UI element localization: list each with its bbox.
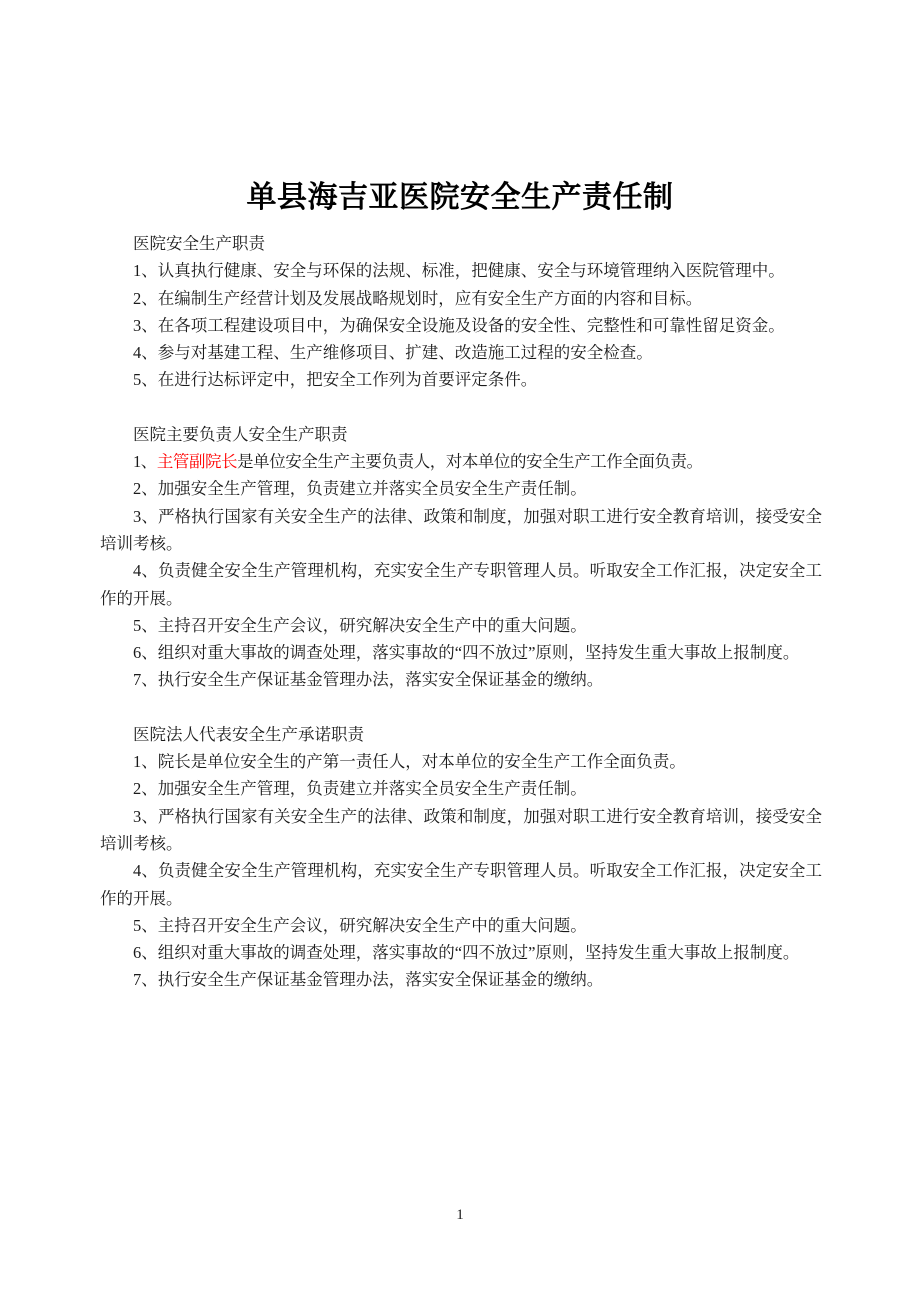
section-item: 2、加强安全生产管理，负责建立并落实全员安全生产责任制。 bbox=[133, 479, 587, 499]
page-title: 单县海吉亚医院安全生产责任制 bbox=[246, 181, 674, 215]
section-heading: 医院安全生产职责 bbox=[133, 234, 265, 253]
section-item: 1、院长是单位安全生的产第一责任人，对本单位的安全生产工作全面负责。 bbox=[133, 752, 686, 772]
section-principal-responsible-person-duties bbox=[100, 421, 822, 694]
page-number: 1 bbox=[456, 1207, 464, 1223]
section-item: 7、执行安全生产保证基金管理办法，落实安全保证基金的缴纳。 bbox=[133, 970, 604, 990]
section-item: 3、严格执行国家有关安全生产的法律、政策和制度，加强对职工进行安全教育培训，接受安全培训考核。 bbox=[100, 806, 822, 853]
section-item-highlighted bbox=[100, 448, 822, 475]
section-heading: 医院主要负责人安全生产职责 bbox=[133, 424, 348, 444]
section-item: 3、严格执行国家有关安全生产的法律、政策和制度，加强对职工进行安全教育培训，接受安全培训考核。 bbox=[100, 506, 822, 553]
section-item: 4、负责健全安全生产管理机构，充实安全生产专职管理人员。听取安全工作汇报，决定安全工作的开展。 bbox=[100, 561, 822, 608]
item-body-text: 是单位安全生产主要负责人，对本单位的安全生产工作全面负责。 bbox=[237, 452, 703, 472]
section-item: 2、在编制生产经营计划及发展战略规划时，应有安全生产方面的内容和目标。 bbox=[133, 288, 703, 308]
section-item: 4、负责健全安全生产管理机构，充实安全生产专职管理人员。听取安全工作汇报，决定安全工作的开展。 bbox=[100, 861, 822, 908]
section-item: 3、在各项工程建设项目中，为确保安全设施及设备的安全性、完整性和可靠性留足资金。 bbox=[133, 315, 785, 335]
section-item: 7、执行安全生产保证基金管理办法，落实安全保证基金的缴纳。 bbox=[133, 670, 604, 690]
section-legal-representative-commitment-duties bbox=[100, 721, 822, 994]
highlighted-role-text: 主管副院长 bbox=[156, 452, 238, 472]
section-item: 2、加强安全生产管理，负责建立并落实全员安全生产责任制。 bbox=[133, 779, 587, 799]
section-item: 6、组织对重大事故的调查处理，落实事故的“四不放过”原则，坚持发生重大事故上报制度。 bbox=[133, 643, 800, 663]
document-body bbox=[100, 230, 822, 994]
section-heading: 医院法人代表安全生产承诺职责 bbox=[133, 724, 364, 744]
section-item: 5、主持召开安全生产会议，研究解决安全生产中的重大问题。 bbox=[133, 615, 587, 635]
item-number-prefix: 1、 bbox=[133, 452, 157, 472]
section-item: 1、认真执行健康、安全与环保的法规、标准，把健康、安全与环境管理纳入医院管理中。 bbox=[133, 261, 785, 281]
section-hospital-safety-duties bbox=[100, 230, 822, 394]
section-item: 5、在进行达标评定中，把安全工作列为首要评定条件。 bbox=[133, 370, 538, 390]
section-item: 4、参与对基建工程、生产维修项目、扩建、改造施工过程的安全检查。 bbox=[133, 343, 653, 363]
section-item: 5、主持召开安全生产会议，研究解决安全生产中的重大问题。 bbox=[133, 915, 587, 935]
section-item: 6、组织对重大事故的调查处理，落实事故的“四不放过”原则，坚持发生重大事故上报制度。 bbox=[133, 943, 800, 963]
